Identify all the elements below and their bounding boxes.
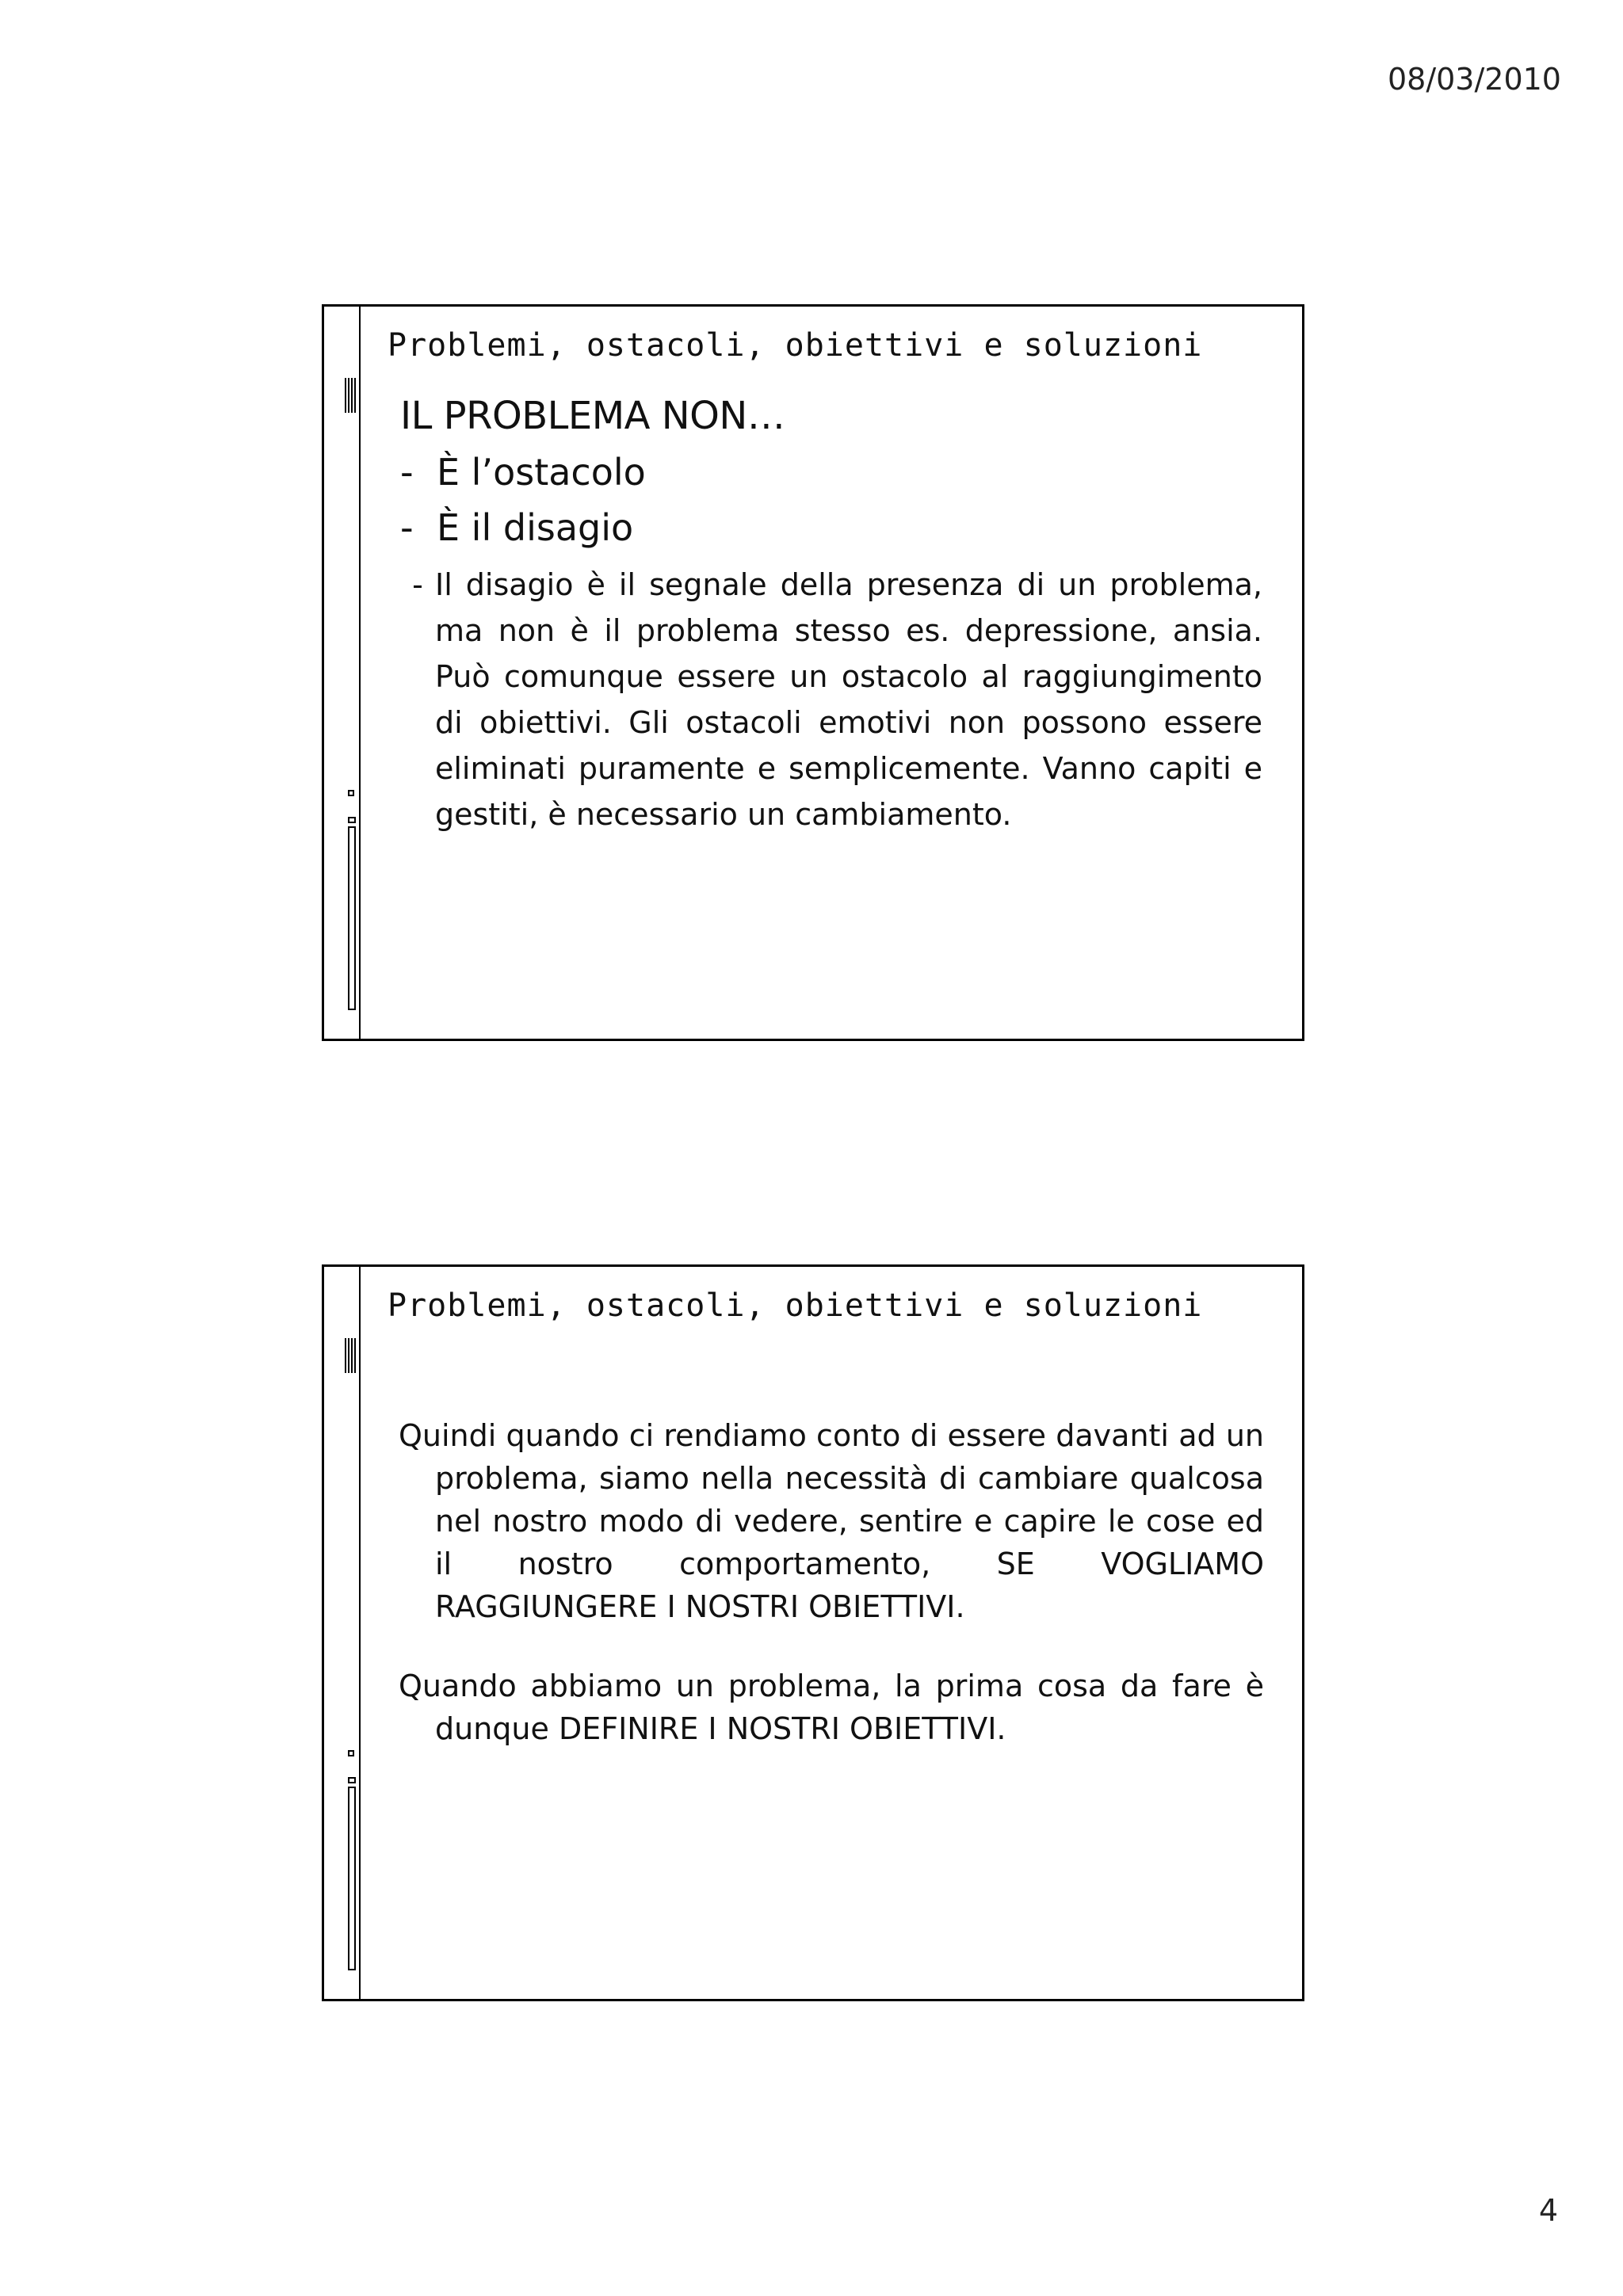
decoration-squares-icon	[348, 1750, 354, 1760]
bullet-text: È il disagio	[437, 506, 634, 549]
bullet-dash: -	[400, 506, 414, 549]
slide-2	[322, 1264, 1304, 2001]
slide-content	[400, 394, 1262, 837]
page-date: 08/03/2010	[1387, 62, 1561, 97]
decoration-lines-icon	[345, 378, 356, 413]
bullet-text: È l’ostacolo	[437, 451, 646, 494]
slide-headline: IL PROBLEMA NON…	[400, 394, 785, 438]
decoration-squares-icon	[348, 790, 354, 799]
slide-1	[322, 304, 1304, 1041]
decoration-lines-icon	[345, 1338, 356, 1373]
slide-title: Problemi, ostacoli, obiettivi e soluzioni	[388, 1287, 1203, 1324]
paragraph: Quando abbiamo un problema, la prima cosa da fare è dunque DEFINIRE I NOSTRI OBIETTIVI.	[399, 1669, 1264, 1746]
decoration-bar-icon	[348, 1787, 356, 1970]
sub-bullet-text: Il disagio è il segnale della presenza di un problema, ma non è il problema stesso es. depressione, ansia. Può comunque essere un ostacolo al raggiungimento di obiettivi. Gli ostacoli emotivi non possono essere eliminati puramente e semplicemente. Vanno capiti e gestiti, è necessario un cambiamento.	[435, 567, 1262, 832]
slide-decoration-bar	[324, 307, 361, 1039]
bullet-dash: -	[400, 451, 414, 494]
list-item	[400, 451, 1262, 494]
slide-decoration-bar	[324, 1267, 361, 1999]
sub-list-item	[400, 562, 1262, 837]
decoration-square-icon	[348, 817, 356, 823]
decoration-square-icon	[348, 1777, 356, 1783]
page-number: 4	[1538, 2193, 1558, 2228]
bullet-dash: -	[412, 567, 423, 602]
decoration-bar-icon	[348, 826, 356, 1010]
list-item	[400, 506, 1262, 549]
paragraph: Quindi quando ci rendiamo conto di essere davanti ad un problema, siamo nella necessità di cambiare qualcosa nel nostro modo di vedere, sentire e capire le cose ed il nostro comportamento, SE VOGLIAMO RAGGIUNGERE I NOSTRI OBIETTIVI.	[399, 1418, 1264, 1624]
slide-content	[399, 1414, 1264, 1750]
slide-title: Problemi, ostacoli, obiettivi e soluzioni	[388, 327, 1203, 364]
